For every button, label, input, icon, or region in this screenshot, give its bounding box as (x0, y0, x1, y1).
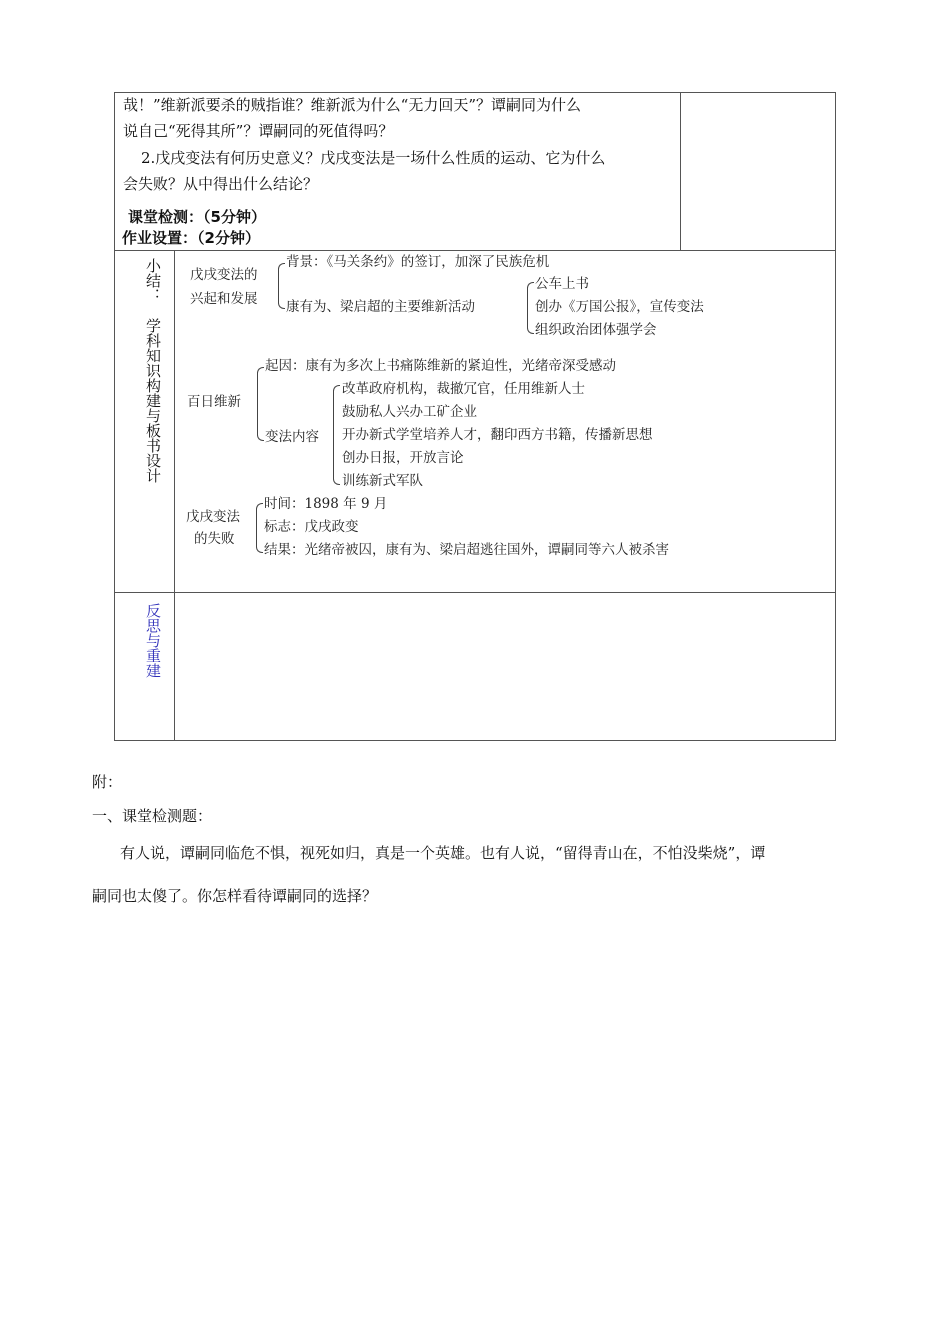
hundred-days-title: 百日维新 (187, 394, 241, 410)
content-label: 变法内容 (265, 429, 319, 445)
brace (256, 503, 263, 553)
content-item: 改革政府机构，裁撤冗官，任用维新人士 (342, 381, 585, 397)
content-item: 开办新式学堂培养人才，翻印西方书籍，传播新思想 (342, 427, 653, 443)
knowledge-construction-label: 学科知识构建与板书设计 (144, 318, 162, 483)
activities-label: 康有为、梁启超的主要维新活动 (286, 299, 475, 315)
brace (257, 367, 264, 441)
failure-title-line1: 戊戌变法 (186, 509, 240, 525)
question-line-4: 会失败？从中得出什么结论？ (123, 175, 319, 193)
activity-item: 创办《万国公报》，宣传变法 (535, 299, 704, 315)
question-line-2: 说自己“死得其所”？谭嗣同的死值得吗？ (123, 122, 394, 140)
reflection-label: 反思与重建 (144, 603, 162, 678)
section-title: 一、课堂检测题： (92, 807, 213, 825)
question-paragraph-line2: 嗣同也太傻了。你怎样看待谭嗣同的选择？ (92, 887, 378, 905)
content-item: 创办日报，开放言论 (342, 450, 464, 466)
background-text: 背景：《马关条约》的签订，加深了民族危机 (286, 254, 550, 270)
brace (333, 385, 340, 485)
question-line-1: 哉！”维新派要杀的贼指谁？维新派为什么“无力回天”？谭嗣同为什么 (123, 96, 582, 114)
activity-item: 公车上书 (535, 276, 589, 292)
cause-text: 起因：康有为多次上书痛陈维新的紧迫性，光绪帝深受感动 (265, 358, 616, 374)
summary-label: 小结： (144, 258, 162, 303)
rise-title-line1: 戊戌变法的 (190, 267, 258, 283)
failure-result: 结果：光绪帝被囚，康有为、梁启超逃往国外，谭嗣同等六人被杀害 (264, 542, 669, 558)
content-item: 训练新式军队 (342, 473, 423, 489)
rise-title-line2: 兴起和发展 (190, 291, 258, 307)
appendix-label: 附： (92, 773, 123, 791)
failure-sign: 标志：戊戌政变 (264, 519, 359, 535)
question-paragraph-line1: 有人说，谭嗣同临危不惧，视死如归，真是一个英雄。也有人说，“留得青山在，不怕没柴烧”，谭 (120, 844, 766, 862)
question-line-3: 2.戊戌变法有何历史意义？戊戌变法是一场什么性质的运动、它为什么 (141, 149, 606, 167)
failure-title-line2: 的失败 (194, 531, 235, 547)
failure-time: 时间：1898 年 9 月 (264, 496, 388, 512)
content-item: 鼓励私人兴办工矿企业 (342, 404, 477, 420)
brace (278, 263, 285, 309)
classroom-test-label: 课堂检测：（5分钟） (128, 208, 266, 226)
brace (527, 282, 534, 334)
homework-label: 作业设置：（2分钟） (122, 229, 260, 247)
activity-item: 组织政治团体强学会 (535, 322, 657, 338)
